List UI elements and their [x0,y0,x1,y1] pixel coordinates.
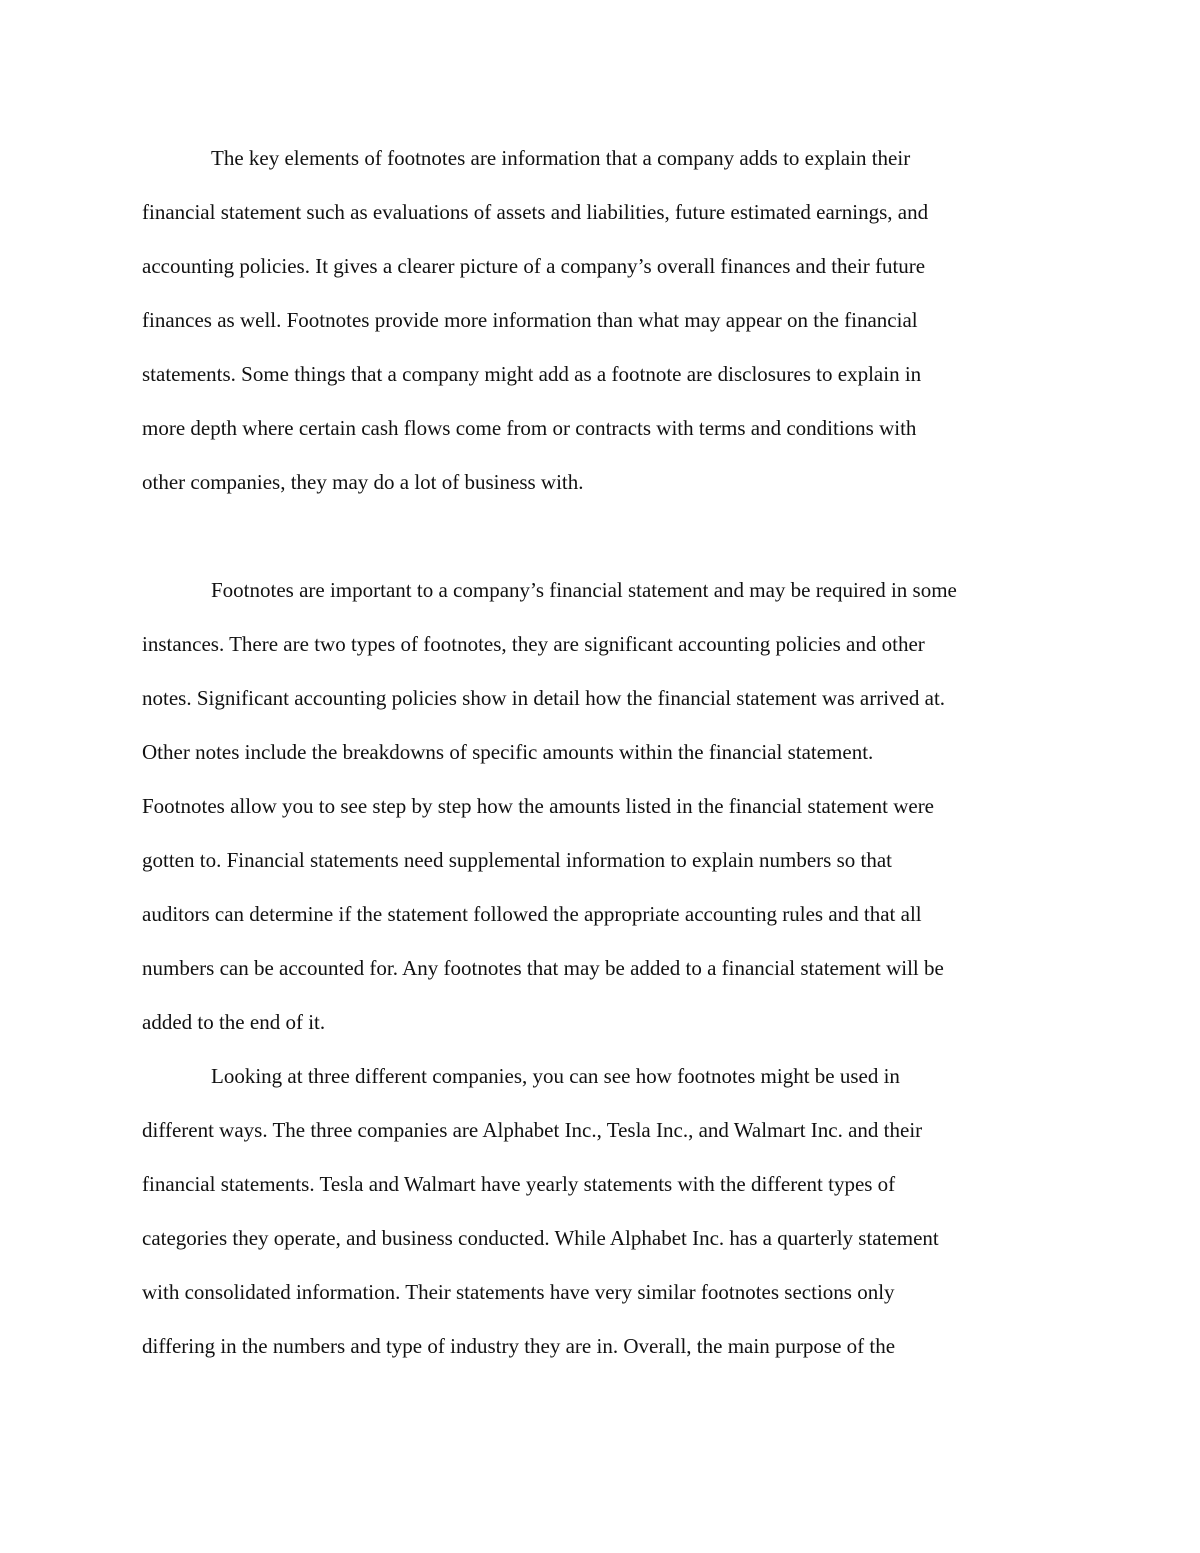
text-line: financial statements. Tesla and Walmart have yearly statements with the different types of [142,1172,896,1196]
text-line: accounting policies. It gives a clearer picture of a company’s overall finances and their future [142,254,926,278]
text-line: gotten to. Financial statements need supplemental information to explain numbers so that [142,848,893,872]
text-line: more depth where certain cash flows come from or contracts with terms and conditions with [142,416,917,440]
text-line: other companies, they may do a lot of business with. [142,470,584,494]
text-line: differing in the numbers and type of industry they are in. Overall, the main purpose of the [142,1334,896,1358]
text-line: added to the end of it. [142,1010,326,1034]
text-line: Other notes include the breakdowns of specific amounts within the financial statement. [142,740,874,764]
text-line: financial statement such as evaluations of assets and liabilities, future estimated earnings, and [142,200,929,224]
text-line: with consolidated information. Their statements have very similar footnotes sections only [142,1280,895,1304]
text-line: Footnotes allow you to see step by step how the amounts listed in the financial statement were [142,794,935,818]
text-line: Looking at three different companies, you can see how footnotes might be used in [211,1064,900,1088]
text-line: statements. Some things that a company might add as a footnote are disclosures to explain in [142,362,922,386]
text-line: categories they operate, and business conducted. While Alphabet Inc. has a quarterly statement [142,1226,939,1250]
text-line: instances. There are two types of footnotes, they are significant accounting policies and other [142,632,925,656]
text-line: numbers can be accounted for. Any footnotes that may be added to a financial statement will be [142,956,944,980]
text-line: notes. Significant accounting policies show in detail how the financial statement was arrived at. [142,686,946,710]
text-line: The key elements of footnotes are information that a company adds to explain their [211,146,911,170]
text-line: different ways. The three companies are Alphabet Inc., Tesla Inc., and Walmart Inc. and their [142,1118,923,1142]
text-line: auditors can determine if the statement followed the appropriate accounting rules and that all [142,902,922,926]
text-line: Footnotes are important to a company’s financial statement and may be required in some [211,578,957,602]
text-line: finances as well. Footnotes provide more information than what may appear on the financial [142,308,918,332]
